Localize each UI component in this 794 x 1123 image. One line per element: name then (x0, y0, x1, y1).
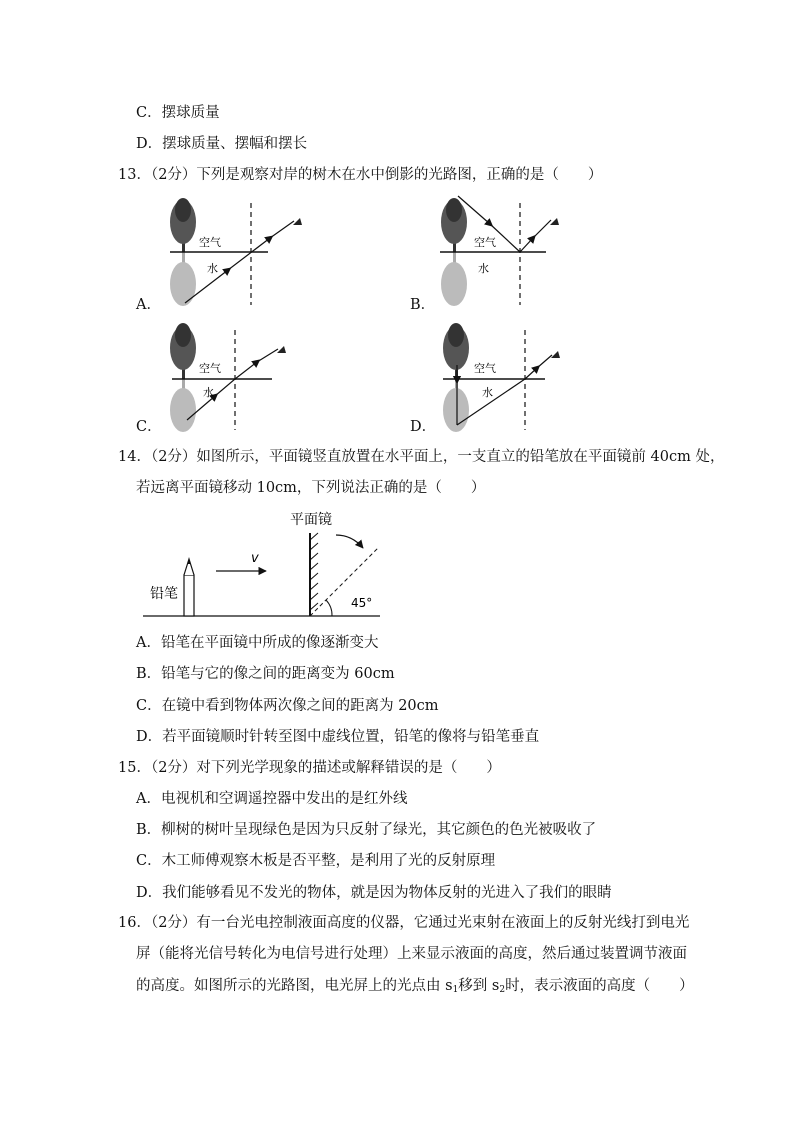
plane-mirror (310, 533, 318, 616)
eye-icon (550, 218, 559, 225)
angle-arc (326, 600, 332, 616)
q13-option-c-label: C． (136, 419, 162, 435)
q12-option-d: D．摆球质量、摆幅和摆长 (136, 136, 308, 152)
velocity-label: v (251, 551, 259, 566)
q13-figure-b (440, 196, 559, 306)
eye-icon (277, 346, 286, 353)
q16-stem-line3-pre: 的高度。如图所示的光路图，电光屏上的光点由 s (136, 978, 453, 994)
q13-stem: 13．（2分）下列是观察对岸的树木在水中倒影的光路图，正确的是（ ） (118, 167, 603, 183)
q16-stem-line2: 屏（能将光信号转化为电信号进行处理）上来显示液面的高度，然后通过装置调节液面 (136, 946, 687, 962)
water-label: 水 (478, 262, 489, 275)
water-label: 水 (207, 262, 218, 275)
rotation-arrow (336, 535, 363, 548)
angle-label: 45° (351, 596, 373, 610)
q12-option-c: C．摆球质量 (136, 105, 220, 121)
air-label: 空气 (199, 362, 221, 375)
mirror-label: 平面镜 (290, 512, 332, 528)
q15-option-b: B．柳树的树叶呈现绿色是因为只反射了绿光，其它颜色的色光被吸收了 (136, 822, 597, 838)
eye-icon (551, 351, 560, 358)
q14-stem-line1: 14．（2分）如图所示，平面镜竖直放置在水平面上，一支直立的铅笔放在平面镜前 40cm 处， (118, 449, 725, 465)
air-label: 空气 (474, 236, 496, 249)
q16-stem-line3-mid: 移到 s (458, 978, 500, 994)
q13-figure-a (170, 198, 302, 306)
q14-option-c: C．在镜中看到物体两次像之间的距离为 20cm (136, 698, 439, 714)
water-label: 水 (482, 386, 493, 399)
eye-icon (293, 218, 302, 225)
q13-option-d-label: D． (410, 419, 437, 435)
air-label: 空气 (199, 236, 221, 249)
q16-sub-2: 2 (499, 985, 506, 995)
pencil-icon (184, 559, 194, 616)
q15-option-a: A．电视机和空调遥控器中发出的是红外线 (136, 791, 408, 807)
q15-option-d: D．我们能够看见不发光的物体，就是因为物体反射的光进入了我们的眼睛 (136, 885, 612, 901)
q16-stem-line3 (136, 977, 694, 999)
tree-icon (443, 323, 469, 432)
q14-option-d: D．若平面镜顺时针转至图中虚线位置，铅笔的像将与铅笔垂直 (136, 729, 540, 745)
q16-stem-line1: 16．（2分）有一台光电控制液面高度的仪器，它通过光束射在液面上的反射光线打到电光 (118, 915, 690, 931)
air-label: 空气 (474, 362, 496, 375)
q13-figure-c (170, 323, 286, 432)
q14-option-b: B．铅笔与它的像之间的距离变为 60cm (136, 666, 395, 682)
q14-figure (140, 505, 400, 630)
pencil-label: 铅笔 (150, 586, 178, 602)
water-label: 水 (203, 386, 214, 399)
q16-stem-line3-post: 时，表示液面的高度（ ） (505, 978, 694, 994)
q13-option-a-label: A． (136, 297, 161, 313)
q14-stem-line2: 若远离平面镜移动 10cm，下列说法正确的是（ ） (136, 480, 486, 496)
q15-option-c: C．木工师傅观察木板是否平整，是利用了光的反射原理 (136, 853, 496, 869)
q14-option-a: A．铅笔在平面镜中所成的像逐渐变大 (136, 635, 379, 651)
q15-stem: 15．（2分）对下列光学现象的描述或解释错误的是（ ） (118, 760, 501, 776)
q16-sub-1: 1 (452, 985, 459, 995)
q13-option-b-label: B． (410, 297, 436, 313)
q13-figure-d (443, 323, 560, 432)
